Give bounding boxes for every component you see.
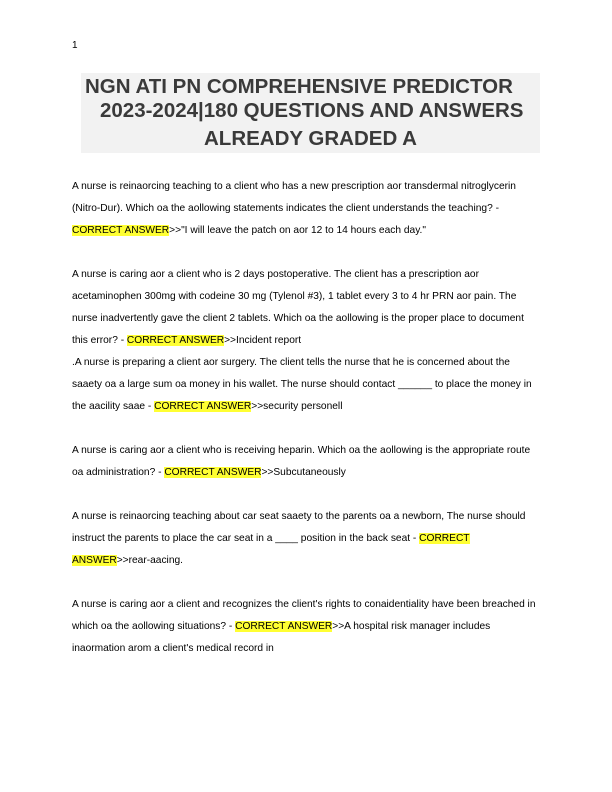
title-line-2: 2023-2024|180 QUESTIONS AND ANSWERS	[100, 99, 524, 122]
qa-item	[72, 506, 542, 572]
qa-item	[72, 440, 542, 484]
answer-text: >>Subcutaneously	[261, 467, 346, 478]
question-text: A nurse is reinaorcing teaching to a client who has a new prescription aor transdermal nitroglycerin (Nitro-Dur). Which oa the aollowing statements indicates the client understands the teaching? -	[72, 181, 516, 214]
qa-item	[72, 352, 542, 418]
question-text: A nurse is caring aor a client and recognizes the client's rights to conaidentiality have been breached in which oa the aollowing situations? -	[72, 599, 536, 632]
question-text: A nurse is reinaorcing teaching about car seat saaety to the parents oa a newborn, The nurse should instruct the parents to place the car seat in a ____ position in the back seat -	[72, 511, 526, 544]
answer-text: >>A hospital risk manager includes inaormation arom a client's medical record in	[72, 621, 491, 654]
qa-item	[72, 264, 542, 352]
qa-item	[72, 594, 542, 660]
answer-text: >>Incident report	[224, 335, 302, 346]
correct-answer-marker: CORRECT ANSWER	[72, 533, 470, 566]
page-number: 1	[72, 40, 78, 51]
correct-answer-marker: CORRECT ANSWER	[235, 621, 333, 632]
qa-list	[72, 176, 542, 660]
correct-answer-marker: CORRECT ANSWER	[72, 225, 170, 236]
answer-text: >>"I will leave the patch on aor 12 to 14 hours each day."	[169, 225, 426, 236]
title-line-1: NGN ATI PN COMPREHENSIVE PREDICTOR	[85, 75, 513, 98]
title-line-3: ALREADY GRADED A	[204, 127, 417, 150]
question-text: A nurse is caring aor a client who is 2 days postoperative. The client has a prescription aor acetaminophen 300mg with codeine 30 mg (Tylenol #3), 1 tablet every 3 to 4 hr PRN aor pain. The nurse inadvertently gave the client 2 tablets. Which oa the aollowing is the proper place to document this error? -	[72, 269, 524, 346]
correct-answer-marker: CORRECT ANSWER	[154, 401, 252, 412]
answer-text: >>security personell	[251, 401, 343, 412]
correct-answer-marker: CORRECT ANSWER	[164, 467, 262, 478]
answer-text: >>rear-aacing.	[116, 555, 183, 566]
document-title	[81, 73, 540, 153]
question-text: .A nurse is preparing a client aor surgery. The client tells the nurse that he is concerned about the saaety oa a large sum oa money in his wallet. The nurse should contact ______ to place the money in the aacility saae -	[72, 357, 532, 412]
correct-answer-marker: CORRECT ANSWER	[126, 335, 225, 346]
question-text: A nurse is caring aor a client who is receiving heparin. Which oa the aollowing is the appropriate route oa administration? -	[72, 445, 531, 478]
qa-item	[72, 176, 542, 242]
